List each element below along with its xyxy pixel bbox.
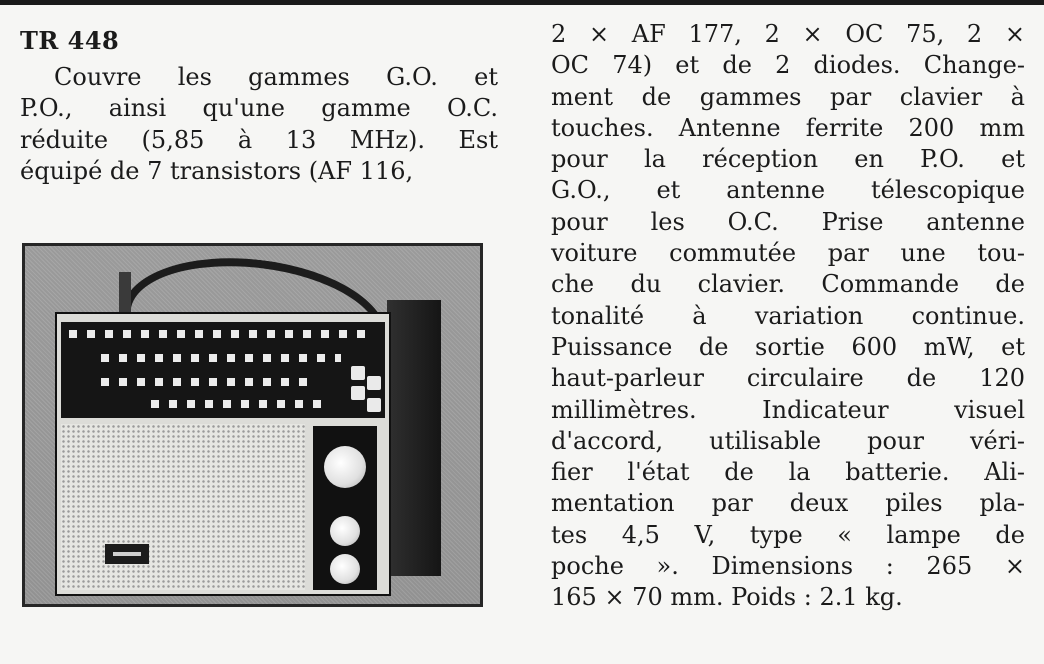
text-line: réduite (5,85 à 13 MHz). Est: [20, 125, 498, 154]
text-line: OC 74) et de 2 diodes. Change-: [551, 51, 1025, 80]
text-line: Couvre les gammes G.O. et: [54, 63, 498, 91]
volume-knob: [330, 516, 360, 546]
brand-badge: [105, 544, 149, 564]
specs-paragraph: [551, 19, 1025, 614]
text-line: d'accord, utilisable pour véri-: [551, 426, 1025, 455]
text-line: pour les O.C. Prise antenne: [551, 207, 1025, 236]
text-line: tonalité à variation continue.: [551, 301, 1025, 330]
tuning-dial: [61, 322, 385, 418]
band-key: [367, 398, 381, 412]
model-title: TR 448: [20, 26, 120, 55]
band-key: [351, 366, 365, 380]
text-line: fier l'état de la batterie. Ali-: [551, 458, 1025, 487]
text-line: che du clavier. Commande de: [551, 270, 1025, 299]
dial-scale: [101, 354, 341, 362]
text-line: ment de gammes par clavier à: [551, 82, 1025, 111]
speaker-grille: [61, 424, 305, 590]
dial-scale: [101, 378, 311, 386]
text-line: 165 × 70 mm. Poids : 2.1 kg.: [551, 583, 903, 612]
text-line: pour la réception en P.O. et: [551, 145, 1025, 174]
radio-front-panel: [55, 312, 391, 596]
top-rule: [0, 0, 1044, 5]
text-line: P.O., ainsi qu'une gamme O.C.: [20, 94, 498, 123]
dial-scale: [69, 330, 369, 338]
tone-knob: [330, 554, 360, 584]
text-line: mentation par deux piles pla-: [551, 489, 1025, 518]
control-panel: [313, 426, 377, 590]
intro-paragraph: [20, 62, 498, 187]
text-line: équipé de 7 transistors (AF 116,: [20, 156, 414, 185]
text-line: 2 × AF 177, 2 × OC 75, 2 ×: [551, 20, 1025, 48]
tuning-knob: [324, 446, 366, 488]
band-key: [367, 376, 381, 390]
text-line: poche ». Dimensions : 265 ×: [551, 552, 1025, 581]
text-line: haut-parleur circulaire de 120: [551, 364, 1025, 393]
text-line: G.O., et antenne télescopique: [551, 176, 1025, 205]
band-key: [351, 386, 365, 400]
text-line: Puissance de sortie 600 mW, et: [551, 332, 1025, 361]
text-line: touches. Antenne ferrite 200 mm: [551, 113, 1025, 142]
text-line: millimètres. Indicateur visuel: [551, 395, 1025, 424]
text-line: tes 4,5 V, type « lampe de: [551, 520, 1025, 549]
radio-case-side: [387, 300, 441, 576]
radio-photo: [22, 243, 483, 607]
dial-scale: [151, 400, 331, 408]
antenna-base: [119, 272, 131, 316]
text-line: voiture commutée par une tou-: [551, 239, 1025, 268]
